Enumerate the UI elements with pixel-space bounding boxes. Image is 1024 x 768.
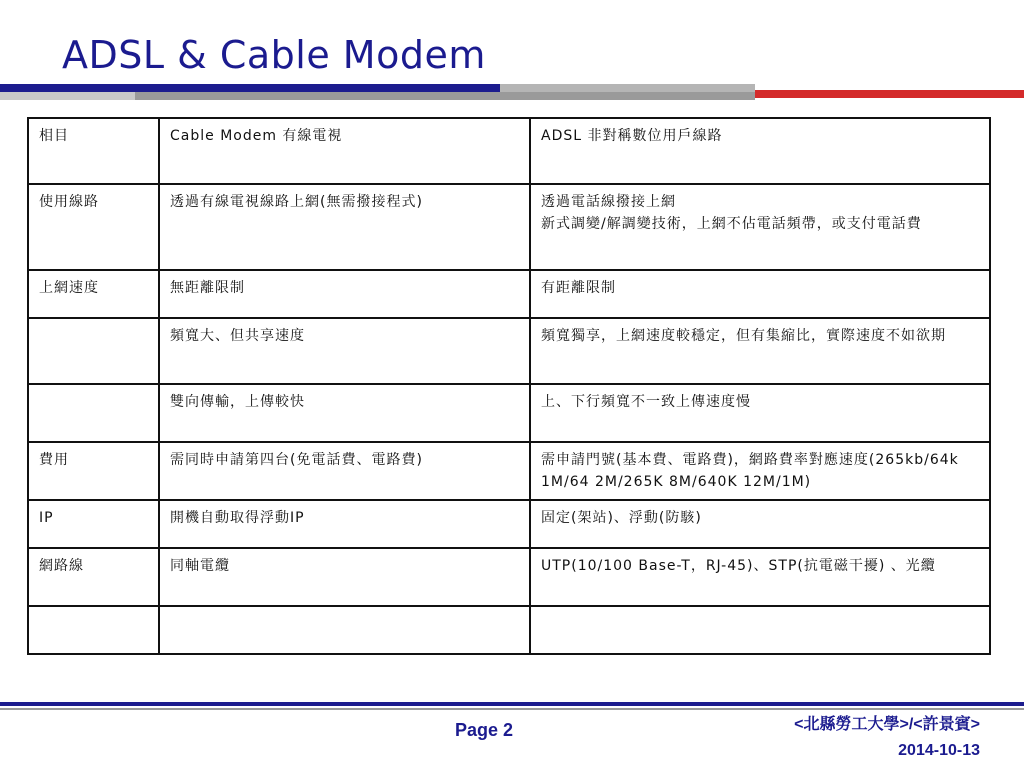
header-bar-gray-mid: [500, 84, 755, 92]
cell-text: 有距離限制: [541, 280, 616, 296]
adsl-cell: [530, 500, 990, 548]
table-row: [28, 500, 990, 548]
cable-modem-cell: [159, 118, 530, 184]
row-label: 網路線: [28, 548, 159, 606]
cable-modem-cell: [159, 442, 530, 500]
adsl-cell: [530, 442, 990, 500]
row-label: 費用: [28, 442, 159, 500]
adsl-cell: [530, 318, 990, 384]
cell-text: 固定(架站)、浮動(防駭): [541, 510, 702, 526]
adsl-cell: [530, 384, 990, 442]
footer-rule-blue: [0, 702, 1024, 706]
row-label: 使用線路: [28, 184, 159, 270]
row-label: [28, 318, 159, 384]
adsl-cell: [530, 606, 990, 654]
table-row: [28, 548, 990, 606]
adsl-cell: [530, 184, 990, 270]
cable-modem-cell: [159, 318, 530, 384]
comparison-table: [27, 117, 991, 655]
cell-text: 頻寬大、但共享速度: [170, 328, 305, 344]
table-row: [28, 318, 990, 384]
cell-text: 需申請門號(基本費、電路費)，網路費率對應速度(265kb/64k 1M/64 2M/265K 8M/640K 12M/1M): [541, 452, 959, 490]
cell-text: 新式調變/解調變技術，上網不佔電話頻帶，或支付電話費: [541, 216, 922, 232]
header-bar-blue: [0, 84, 500, 92]
footer-meta: [794, 712, 980, 764]
cell-text: ADSL 非對稱數位用戶線路: [541, 128, 723, 144]
cell-text: 透過電話線撥接上網: [541, 194, 676, 210]
footer-author: <北縣勞工大學>/<許景賓>: [794, 716, 980, 733]
cable-modem-cell: [159, 606, 530, 654]
row-label: IP: [28, 500, 159, 548]
page-number: Page 2: [455, 720, 514, 740]
row-label: [28, 606, 159, 654]
cable-modem-cell: [159, 500, 530, 548]
cable-modem-cell: [159, 384, 530, 442]
cell-text: 頻寬獨享，上網速度較穩定，但有集縮比，實際速度不如欲期: [541, 328, 946, 344]
cable-modem-cell: [159, 548, 530, 606]
table-row: [28, 442, 990, 500]
table-row: [28, 384, 990, 442]
slide-title: ADSL & Cable Modem: [62, 33, 486, 77]
adsl-cell: [530, 118, 990, 184]
cell-text: 需同時申請第四台(免電話費、電路費): [170, 452, 423, 468]
cell-text: 透過有線電視線路上網(無需撥接程式): [170, 194, 423, 210]
cable-modem-cell: [159, 270, 530, 318]
row-label: 相目: [28, 118, 159, 184]
cell-text: 雙向傳輸，上傳較快: [170, 394, 305, 410]
table-row: [28, 184, 990, 270]
cell-text: 開機自動取得浮動IP: [170, 510, 305, 526]
adsl-cell: [530, 548, 990, 606]
table-row: [28, 606, 990, 654]
cable-modem-cell: [159, 184, 530, 270]
cell-text: UTP(10/100 Base-T，RJ-45)、STP(抗電磁干擾) 、光纜: [541, 558, 936, 574]
adsl-cell: [530, 270, 990, 318]
row-label: [28, 384, 159, 442]
table-row: [28, 270, 990, 318]
header-bar-red: [755, 90, 1024, 98]
cell-text: 上、下行頻寬不一致上傳速度慢: [541, 394, 751, 410]
cell-text: Cable Modem 有線電視: [170, 128, 343, 144]
cell-text: 無距離限制: [170, 280, 245, 296]
cell-text: 同軸電纜: [170, 558, 230, 574]
table-row: [28, 118, 990, 184]
footer-rule-gray: [0, 708, 1024, 710]
row-label: 上網速度: [28, 270, 159, 318]
footer-date: 2014-10-13: [898, 742, 980, 759]
